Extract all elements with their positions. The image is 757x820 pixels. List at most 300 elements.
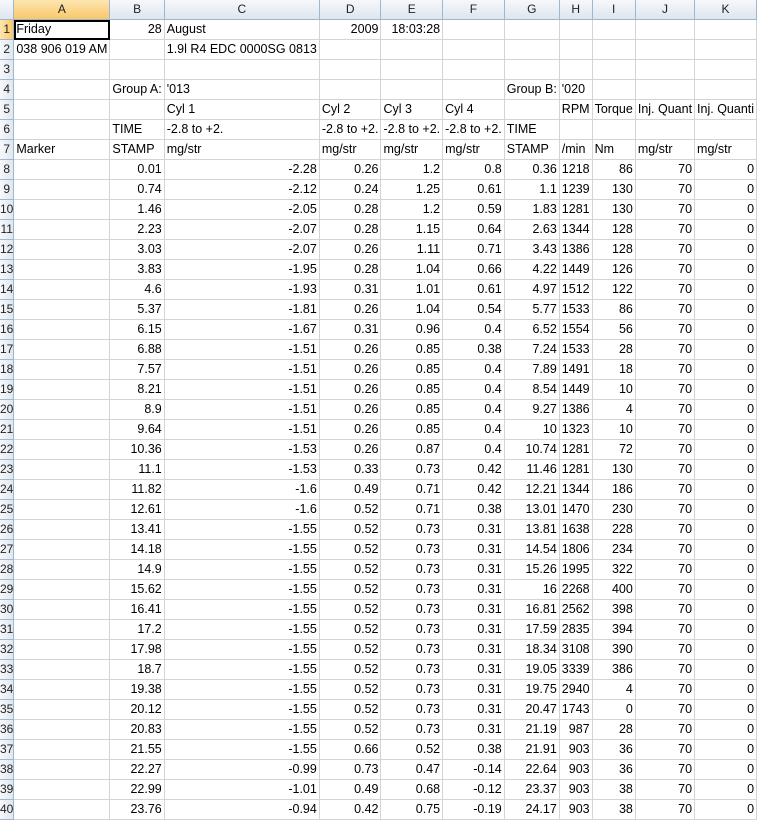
cell-b34[interactable]: 19.38 — [110, 680, 164, 700]
cell-g17[interactable]: 7.24 — [504, 340, 559, 360]
cell-d10[interactable]: 0.28 — [319, 200, 381, 220]
cell-f28[interactable]: 0.31 — [443, 560, 505, 580]
cell-j28[interactable]: 70 — [635, 560, 694, 580]
cell-h12[interactable]: 1386 — [559, 240, 592, 260]
cell-h15[interactable]: 1533 — [559, 300, 592, 320]
cell-b30[interactable]: 16.41 — [110, 600, 164, 620]
row-header[interactable]: 25 — [0, 500, 14, 520]
cell-b24[interactable]: 11.82 — [110, 480, 164, 500]
cell-f1[interactable] — [443, 20, 505, 40]
cell-h21[interactable]: 1323 — [559, 420, 592, 440]
cell-d23[interactable]: 0.33 — [319, 460, 381, 480]
cell-i10[interactable]: 130 — [592, 200, 635, 220]
cell-k13[interactable]: 0 — [695, 260, 757, 280]
cell-e23[interactable]: 0.73 — [381, 460, 443, 480]
cell-b12[interactable]: 3.03 — [110, 240, 164, 260]
cell-h26[interactable]: 1638 — [559, 520, 592, 540]
cell-h18[interactable]: 1491 — [559, 360, 592, 380]
cell-d20[interactable]: 0.26 — [319, 400, 381, 420]
cell-h33[interactable]: 3339 — [559, 660, 592, 680]
cell-j38[interactable]: 70 — [635, 760, 694, 780]
cell-h32[interactable]: 3108 — [559, 640, 592, 660]
cell-a36[interactable] — [14, 720, 110, 740]
cell-d34[interactable]: 0.52 — [319, 680, 381, 700]
cell-j14[interactable]: 70 — [635, 280, 694, 300]
cell-g35[interactable]: 20.47 — [504, 700, 559, 720]
cell-k19[interactable]: 0 — [695, 380, 757, 400]
cell-g4[interactable]: Group B: — [504, 80, 559, 100]
cell-h14[interactable]: 1512 — [559, 280, 592, 300]
cell-b29[interactable]: 15.62 — [110, 580, 164, 600]
cell-d37[interactable]: 0.66 — [319, 740, 381, 760]
cell-a23[interactable] — [14, 460, 110, 480]
cell-b38[interactable]: 22.27 — [110, 760, 164, 780]
cell-k34[interactable]: 0 — [695, 680, 757, 700]
cell-g25[interactable]: 13.01 — [504, 500, 559, 520]
cell-a30[interactable] — [14, 600, 110, 620]
cell-a28[interactable] — [14, 560, 110, 580]
cell-k36[interactable]: 0 — [695, 720, 757, 740]
cell-k9[interactable]: 0 — [695, 180, 757, 200]
cell-c1[interactable]: August — [164, 20, 319, 40]
column-header-h[interactable]: H — [559, 0, 592, 20]
cell-a35[interactable] — [14, 700, 110, 720]
column-header-g[interactable]: G — [504, 0, 559, 20]
cell-j24[interactable]: 70 — [635, 480, 694, 500]
cell-a31[interactable] — [14, 620, 110, 640]
cell-j9[interactable]: 70 — [635, 180, 694, 200]
cell-g23[interactable]: 11.46 — [504, 460, 559, 480]
cell-a7[interactable]: Marker — [14, 140, 110, 160]
cell-j40[interactable]: 70 — [635, 800, 694, 820]
cell-e39[interactable]: 0.68 — [381, 780, 443, 800]
cell-b2[interactable] — [110, 40, 164, 60]
cell-b15[interactable]: 5.37 — [110, 300, 164, 320]
cell-k17[interactable]: 0 — [695, 340, 757, 360]
cell-i30[interactable]: 398 — [592, 600, 635, 620]
cell-i6[interactable] — [592, 120, 635, 140]
cell-k20[interactable]: 0 — [695, 400, 757, 420]
cell-d3[interactable] — [319, 60, 381, 80]
cell-e21[interactable]: 0.85 — [381, 420, 443, 440]
cell-c31[interactable]: -1.55 — [164, 620, 319, 640]
cell-b33[interactable]: 18.7 — [110, 660, 164, 680]
cell-f39[interactable]: -0.12 — [443, 780, 505, 800]
cell-e7[interactable]: mg/str — [381, 140, 443, 160]
cell-c30[interactable]: -1.55 — [164, 600, 319, 620]
cell-k27[interactable]: 0 — [695, 540, 757, 560]
cell-i5[interactable]: Torque — [592, 100, 635, 120]
cell-b19[interactable]: 8.21 — [110, 380, 164, 400]
cell-d1[interactable]: 2009 — [319, 20, 381, 40]
cell-c9[interactable]: -2.12 — [164, 180, 319, 200]
cell-a12[interactable] — [14, 240, 110, 260]
cell-j23[interactable]: 70 — [635, 460, 694, 480]
cell-g32[interactable]: 18.34 — [504, 640, 559, 660]
row-header[interactable]: 27 — [0, 540, 14, 560]
cell-j10[interactable]: 70 — [635, 200, 694, 220]
cell-d24[interactable]: 0.49 — [319, 480, 381, 500]
row-header[interactable]: 24 — [0, 480, 14, 500]
cell-a21[interactable] — [14, 420, 110, 440]
cell-h13[interactable]: 1449 — [559, 260, 592, 280]
cell-f4[interactable] — [443, 80, 505, 100]
cell-k18[interactable]: 0 — [695, 360, 757, 380]
cell-i26[interactable]: 228 — [592, 520, 635, 540]
cell-e8[interactable]: 1.2 — [381, 160, 443, 180]
cell-c3[interactable] — [164, 60, 319, 80]
cell-a26[interactable] — [14, 520, 110, 540]
cell-e35[interactable]: 0.73 — [381, 700, 443, 720]
cell-h25[interactable]: 1470 — [559, 500, 592, 520]
cell-d17[interactable]: 0.26 — [319, 340, 381, 360]
cell-f3[interactable] — [443, 60, 505, 80]
cell-f21[interactable]: 0.4 — [443, 420, 505, 440]
cell-j39[interactable]: 70 — [635, 780, 694, 800]
cell-c21[interactable]: -1.51 — [164, 420, 319, 440]
cell-h11[interactable]: 1344 — [559, 220, 592, 240]
cell-g31[interactable]: 17.59 — [504, 620, 559, 640]
cell-k29[interactable]: 0 — [695, 580, 757, 600]
cell-c22[interactable]: -1.53 — [164, 440, 319, 460]
cell-h39[interactable]: 903 — [559, 780, 592, 800]
cell-d29[interactable]: 0.52 — [319, 580, 381, 600]
row-header[interactable]: 30 — [0, 600, 14, 620]
cell-h36[interactable]: 987 — [559, 720, 592, 740]
row-header[interactable]: 9 — [0, 180, 14, 200]
cell-i13[interactable]: 126 — [592, 260, 635, 280]
cell-e5[interactable]: Cyl 3 — [381, 100, 443, 120]
column-header-b[interactable]: B — [110, 0, 164, 20]
cell-h17[interactable]: 1533 — [559, 340, 592, 360]
cell-h24[interactable]: 1344 — [559, 480, 592, 500]
cell-c38[interactable]: -0.99 — [164, 760, 319, 780]
cell-k4[interactable] — [695, 80, 757, 100]
cell-h35[interactable]: 1743 — [559, 700, 592, 720]
cell-e20[interactable]: 0.85 — [381, 400, 443, 420]
cell-j18[interactable]: 70 — [635, 360, 694, 380]
cell-j30[interactable]: 70 — [635, 600, 694, 620]
cell-d5[interactable]: Cyl 2 — [319, 100, 381, 120]
cell-e6[interactable]: -2.8 to +2. — [381, 120, 443, 140]
cell-i21[interactable]: 10 — [592, 420, 635, 440]
cell-e15[interactable]: 1.04 — [381, 300, 443, 320]
cell-i37[interactable]: 36 — [592, 740, 635, 760]
cell-c13[interactable]: -1.95 — [164, 260, 319, 280]
cell-d14[interactable]: 0.31 — [319, 280, 381, 300]
cell-b21[interactable]: 9.64 — [110, 420, 164, 440]
cell-k25[interactable]: 0 — [695, 500, 757, 520]
cell-g14[interactable]: 4.97 — [504, 280, 559, 300]
cell-c19[interactable]: -1.51 — [164, 380, 319, 400]
cell-k12[interactable]: 0 — [695, 240, 757, 260]
cell-e4[interactable] — [381, 80, 443, 100]
cell-b1[interactable]: 28 — [110, 20, 164, 40]
cell-i14[interactable]: 122 — [592, 280, 635, 300]
cell-k35[interactable]: 0 — [695, 700, 757, 720]
row-header[interactable]: 40 — [0, 800, 14, 820]
row-header[interactable]: 2 — [0, 40, 14, 60]
cell-h23[interactable]: 1281 — [559, 460, 592, 480]
cell-e38[interactable]: 0.47 — [381, 760, 443, 780]
cell-i39[interactable]: 38 — [592, 780, 635, 800]
cell-b25[interactable]: 12.61 — [110, 500, 164, 520]
row-header[interactable]: 29 — [0, 580, 14, 600]
cell-f9[interactable]: 0.61 — [443, 180, 505, 200]
cell-g3[interactable] — [504, 60, 559, 80]
cell-f18[interactable]: 0.4 — [443, 360, 505, 380]
row-header[interactable]: 32 — [0, 640, 14, 660]
row-header[interactable]: 7 — [0, 140, 14, 160]
cell-k2[interactable] — [695, 40, 757, 60]
cell-e17[interactable]: 0.85 — [381, 340, 443, 360]
cell-d28[interactable]: 0.52 — [319, 560, 381, 580]
cell-g2[interactable] — [504, 40, 559, 60]
cell-g19[interactable]: 8.54 — [504, 380, 559, 400]
cell-j21[interactable]: 70 — [635, 420, 694, 440]
cell-g28[interactable]: 15.26 — [504, 560, 559, 580]
cell-f7[interactable]: mg/str — [443, 140, 505, 160]
cell-b17[interactable]: 6.88 — [110, 340, 164, 360]
cell-h40[interactable]: 903 — [559, 800, 592, 820]
row-header[interactable]: 37 — [0, 740, 14, 760]
cell-h8[interactable]: 1218 — [559, 160, 592, 180]
cell-b4[interactable]: Group A: — [110, 80, 164, 100]
cell-d38[interactable]: 0.73 — [319, 760, 381, 780]
cell-k40[interactable]: 0 — [695, 800, 757, 820]
cell-c39[interactable]: -1.01 — [164, 780, 319, 800]
cell-c23[interactable]: -1.53 — [164, 460, 319, 480]
cell-j4[interactable] — [635, 80, 694, 100]
column-header-c[interactable]: C — [164, 0, 319, 20]
cell-g9[interactable]: 1.1 — [504, 180, 559, 200]
cell-d32[interactable]: 0.52 — [319, 640, 381, 660]
cell-j27[interactable]: 70 — [635, 540, 694, 560]
cell-g12[interactable]: 3.43 — [504, 240, 559, 260]
cell-h29[interactable]: 2268 — [559, 580, 592, 600]
cell-f27[interactable]: 0.31 — [443, 540, 505, 560]
cell-c26[interactable]: -1.55 — [164, 520, 319, 540]
cell-d6[interactable]: -2.8 to +2. — [319, 120, 381, 140]
cell-a3[interactable] — [14, 60, 110, 80]
cell-f36[interactable]: 0.31 — [443, 720, 505, 740]
cell-c15[interactable]: -1.81 — [164, 300, 319, 320]
cell-j22[interactable]: 70 — [635, 440, 694, 460]
cell-f17[interactable]: 0.38 — [443, 340, 505, 360]
cell-b37[interactable]: 21.55 — [110, 740, 164, 760]
cell-d40[interactable]: 0.42 — [319, 800, 381, 820]
cell-e19[interactable]: 0.85 — [381, 380, 443, 400]
row-header[interactable]: 36 — [0, 720, 14, 740]
row-header[interactable]: 8 — [0, 160, 14, 180]
cell-g6[interactable]: TIME — [504, 120, 559, 140]
cell-k22[interactable]: 0 — [695, 440, 757, 460]
cell-h27[interactable]: 1806 — [559, 540, 592, 560]
cell-k39[interactable]: 0 — [695, 780, 757, 800]
row-header[interactable]: 12 — [0, 240, 14, 260]
cell-j3[interactable] — [635, 60, 694, 80]
cell-h10[interactable]: 1281 — [559, 200, 592, 220]
cell-b40[interactable]: 23.76 — [110, 800, 164, 820]
cell-b35[interactable]: 20.12 — [110, 700, 164, 720]
cell-k23[interactable]: 0 — [695, 460, 757, 480]
row-header[interactable]: 14 — [0, 280, 14, 300]
cell-e37[interactable]: 0.52 — [381, 740, 443, 760]
cell-e3[interactable] — [381, 60, 443, 80]
row-header[interactable]: 18 — [0, 360, 14, 380]
cell-d21[interactable]: 0.26 — [319, 420, 381, 440]
cell-f38[interactable]: -0.14 — [443, 760, 505, 780]
row-header[interactable]: 11 — [0, 220, 14, 240]
cell-k6[interactable] — [695, 120, 757, 140]
cell-g1[interactable] — [504, 20, 559, 40]
column-header-f[interactable]: F — [443, 0, 505, 20]
cell-h28[interactable]: 1995 — [559, 560, 592, 580]
cell-a19[interactable] — [14, 380, 110, 400]
cell-g15[interactable]: 5.77 — [504, 300, 559, 320]
row-header[interactable]: 13 — [0, 260, 14, 280]
cell-b10[interactable]: 1.46 — [110, 200, 164, 220]
cell-j2[interactable] — [635, 40, 694, 60]
cell-g34[interactable]: 19.75 — [504, 680, 559, 700]
cell-f22[interactable]: 0.4 — [443, 440, 505, 460]
cell-b5[interactable] — [110, 100, 164, 120]
cell-j29[interactable]: 70 — [635, 580, 694, 600]
cell-d36[interactable]: 0.52 — [319, 720, 381, 740]
cell-g13[interactable]: 4.22 — [504, 260, 559, 280]
cell-k32[interactable]: 0 — [695, 640, 757, 660]
cell-h16[interactable]: 1554 — [559, 320, 592, 340]
cell-i29[interactable]: 400 — [592, 580, 635, 600]
cell-a25[interactable] — [14, 500, 110, 520]
cell-i17[interactable]: 28 — [592, 340, 635, 360]
cell-d27[interactable]: 0.52 — [319, 540, 381, 560]
cell-b16[interactable]: 6.15 — [110, 320, 164, 340]
column-header-a[interactable]: A — [14, 0, 110, 20]
cell-b13[interactable]: 3.83 — [110, 260, 164, 280]
cell-a5[interactable] — [14, 100, 110, 120]
row-header[interactable]: 28 — [0, 560, 14, 580]
cell-c27[interactable]: -1.55 — [164, 540, 319, 560]
cell-e40[interactable]: 0.75 — [381, 800, 443, 820]
cell-f12[interactable]: 0.71 — [443, 240, 505, 260]
cell-j33[interactable]: 70 — [635, 660, 694, 680]
cell-i24[interactable]: 186 — [592, 480, 635, 500]
cell-e31[interactable]: 0.73 — [381, 620, 443, 640]
cell-h4[interactable]: '020 — [559, 80, 592, 100]
column-header-e[interactable]: E — [381, 0, 443, 20]
cell-b32[interactable]: 17.98 — [110, 640, 164, 660]
cell-i20[interactable]: 4 — [592, 400, 635, 420]
cell-d31[interactable]: 0.52 — [319, 620, 381, 640]
cell-a13[interactable] — [14, 260, 110, 280]
cell-g26[interactable]: 13.81 — [504, 520, 559, 540]
cell-f11[interactable]: 0.64 — [443, 220, 505, 240]
cell-g24[interactable]: 12.21 — [504, 480, 559, 500]
row-header[interactable]: 4 — [0, 80, 14, 100]
cell-d9[interactable]: 0.24 — [319, 180, 381, 200]
cell-c12[interactable]: -2.07 — [164, 240, 319, 260]
cell-e34[interactable]: 0.73 — [381, 680, 443, 700]
cell-c18[interactable]: -1.51 — [164, 360, 319, 380]
cell-e18[interactable]: 0.85 — [381, 360, 443, 380]
cell-c8[interactable]: -2.28 — [164, 160, 319, 180]
cell-j1[interactable] — [635, 20, 694, 40]
cell-i27[interactable]: 234 — [592, 540, 635, 560]
cell-h1[interactable] — [559, 20, 592, 40]
cell-h19[interactable]: 1449 — [559, 380, 592, 400]
cell-a40[interactable] — [14, 800, 110, 820]
cell-d39[interactable]: 0.49 — [319, 780, 381, 800]
cell-g5[interactable] — [504, 100, 559, 120]
cell-b27[interactable]: 14.18 — [110, 540, 164, 560]
row-header[interactable]: 19 — [0, 380, 14, 400]
cell-i1[interactable] — [592, 20, 635, 40]
cell-f34[interactable]: 0.31 — [443, 680, 505, 700]
cell-j32[interactable]: 70 — [635, 640, 694, 660]
cell-e26[interactable]: 0.73 — [381, 520, 443, 540]
cell-b9[interactable]: 0.74 — [110, 180, 164, 200]
cell-k3[interactable] — [695, 60, 757, 80]
cell-f33[interactable]: 0.31 — [443, 660, 505, 680]
cell-f2[interactable] — [443, 40, 505, 60]
cell-c6[interactable]: -2.8 to +2. — [164, 120, 319, 140]
cell-f19[interactable]: 0.4 — [443, 380, 505, 400]
column-header-d[interactable]: D — [319, 0, 381, 20]
cell-c40[interactable]: -0.94 — [164, 800, 319, 820]
cell-f6[interactable]: -2.8 to +2. — [443, 120, 505, 140]
cell-a24[interactable] — [14, 480, 110, 500]
cell-k31[interactable]: 0 — [695, 620, 757, 640]
cell-e2[interactable] — [381, 40, 443, 60]
cell-d25[interactable]: 0.52 — [319, 500, 381, 520]
cell-f26[interactable]: 0.31 — [443, 520, 505, 540]
cell-i38[interactable]: 36 — [592, 760, 635, 780]
cell-d7[interactable]: mg/str — [319, 140, 381, 160]
cell-e10[interactable]: 1.2 — [381, 200, 443, 220]
cell-g11[interactable]: 2.63 — [504, 220, 559, 240]
cell-d11[interactable]: 0.28 — [319, 220, 381, 240]
column-header-k[interactable]: K — [695, 0, 757, 20]
cell-b8[interactable]: 0.01 — [110, 160, 164, 180]
cell-c29[interactable]: -1.55 — [164, 580, 319, 600]
cell-b31[interactable]: 17.2 — [110, 620, 164, 640]
cell-c37[interactable]: -1.55 — [164, 740, 319, 760]
cell-j15[interactable]: 70 — [635, 300, 694, 320]
cell-i18[interactable]: 18 — [592, 360, 635, 380]
cell-i4[interactable] — [592, 80, 635, 100]
cell-a10[interactable] — [14, 200, 110, 220]
cell-k5[interactable]: Inj. Quanti — [695, 100, 757, 120]
cell-b26[interactable]: 13.41 — [110, 520, 164, 540]
cell-d35[interactable]: 0.52 — [319, 700, 381, 720]
cell-a1[interactable]: Friday — [14, 20, 110, 40]
cell-a2[interactable]: 038 906 019 AM — [14, 40, 110, 60]
cell-i22[interactable]: 72 — [592, 440, 635, 460]
cell-e14[interactable]: 1.01 — [381, 280, 443, 300]
cell-b11[interactable]: 2.23 — [110, 220, 164, 240]
cell-g18[interactable]: 7.89 — [504, 360, 559, 380]
row-header[interactable]: 35 — [0, 700, 14, 720]
cell-g8[interactable]: 0.36 — [504, 160, 559, 180]
cell-d30[interactable]: 0.52 — [319, 600, 381, 620]
cell-j34[interactable]: 70 — [635, 680, 694, 700]
cell-b22[interactable]: 10.36 — [110, 440, 164, 460]
cell-k21[interactable]: 0 — [695, 420, 757, 440]
cell-e33[interactable]: 0.73 — [381, 660, 443, 680]
row-header[interactable]: 1 — [0, 20, 14, 40]
cell-c4[interactable]: '013 — [164, 80, 319, 100]
